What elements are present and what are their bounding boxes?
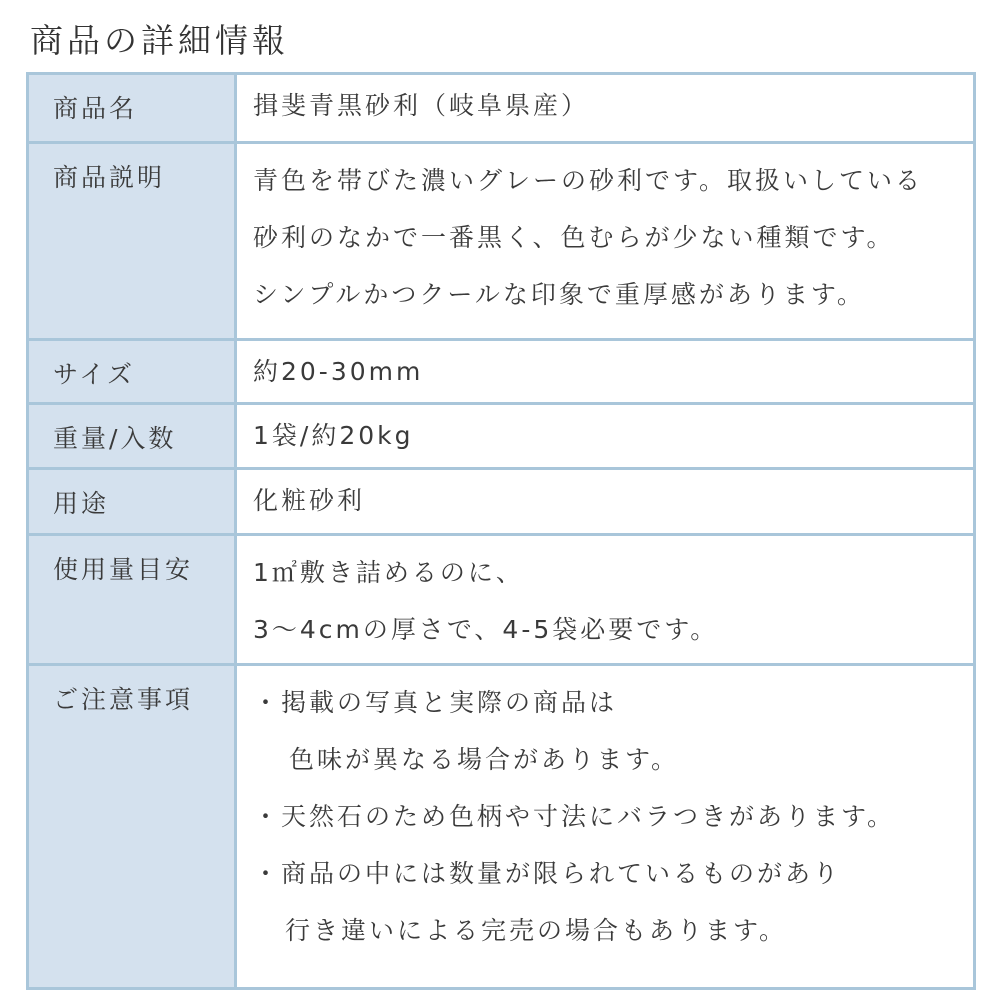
value-line: 青色を帯びた濃いグレーの砂利です。取扱いしている [253, 166, 924, 195]
table-row-usage [29, 467, 973, 533]
row-label: 用途 [29, 470, 237, 533]
value-line: 1袋/約20kg [253, 421, 414, 450]
value-line: 色味が異なる場合があります。 [289, 745, 680, 774]
row-label: 商品説明 [29, 144, 237, 338]
value-line: 行き違いによる完売の場合もあります。 [285, 916, 788, 945]
table-row-size [29, 338, 973, 402]
value-line: 化粧砂利 [253, 486, 366, 515]
value-line: 3～4cmの厚さで、4-5袋必要です。 [253, 615, 719, 644]
value-line: 砂利のなかで一番黒く、色むらが少ない種類です。 [253, 223, 895, 252]
page-title: 商品の詳細情報 [30, 21, 289, 60]
table-row-description [29, 141, 973, 338]
row-label: ご注意事項 [29, 666, 237, 987]
value-line: シンプルかつクールな印象で重厚感があります。 [253, 280, 865, 309]
row-value [237, 405, 973, 467]
value-line: ・掲載の写真と実際の商品は [253, 688, 618, 717]
row-label: 使用量目安 [29, 536, 237, 663]
table-row-amount-guide [29, 533, 973, 663]
row-value [237, 470, 973, 533]
row-label: サイズ [29, 341, 237, 402]
row-value [237, 75, 973, 141]
table-row-product-name [29, 75, 973, 141]
row-label: 重量/入数 [29, 405, 237, 467]
value-line: ・天然石のため色柄や寸法にバラつきがあります。 [253, 802, 896, 831]
row-value [237, 666, 973, 987]
row-value [237, 341, 973, 402]
product-spec-table [26, 72, 976, 990]
table-row-weight [29, 402, 973, 467]
row-value [237, 536, 973, 663]
row-label: 商品名 [29, 75, 237, 141]
value-line: ・商品の中には数量が限られているものがあり [253, 859, 842, 888]
value-line: 1㎡敷き詰めるのに、 [253, 558, 524, 587]
row-value [237, 144, 973, 338]
value-line: 揖斐青黒砂利（岐阜県産） [253, 91, 590, 120]
table-row-notes [29, 663, 973, 987]
value-line: 約20-30mm [253, 357, 424, 386]
